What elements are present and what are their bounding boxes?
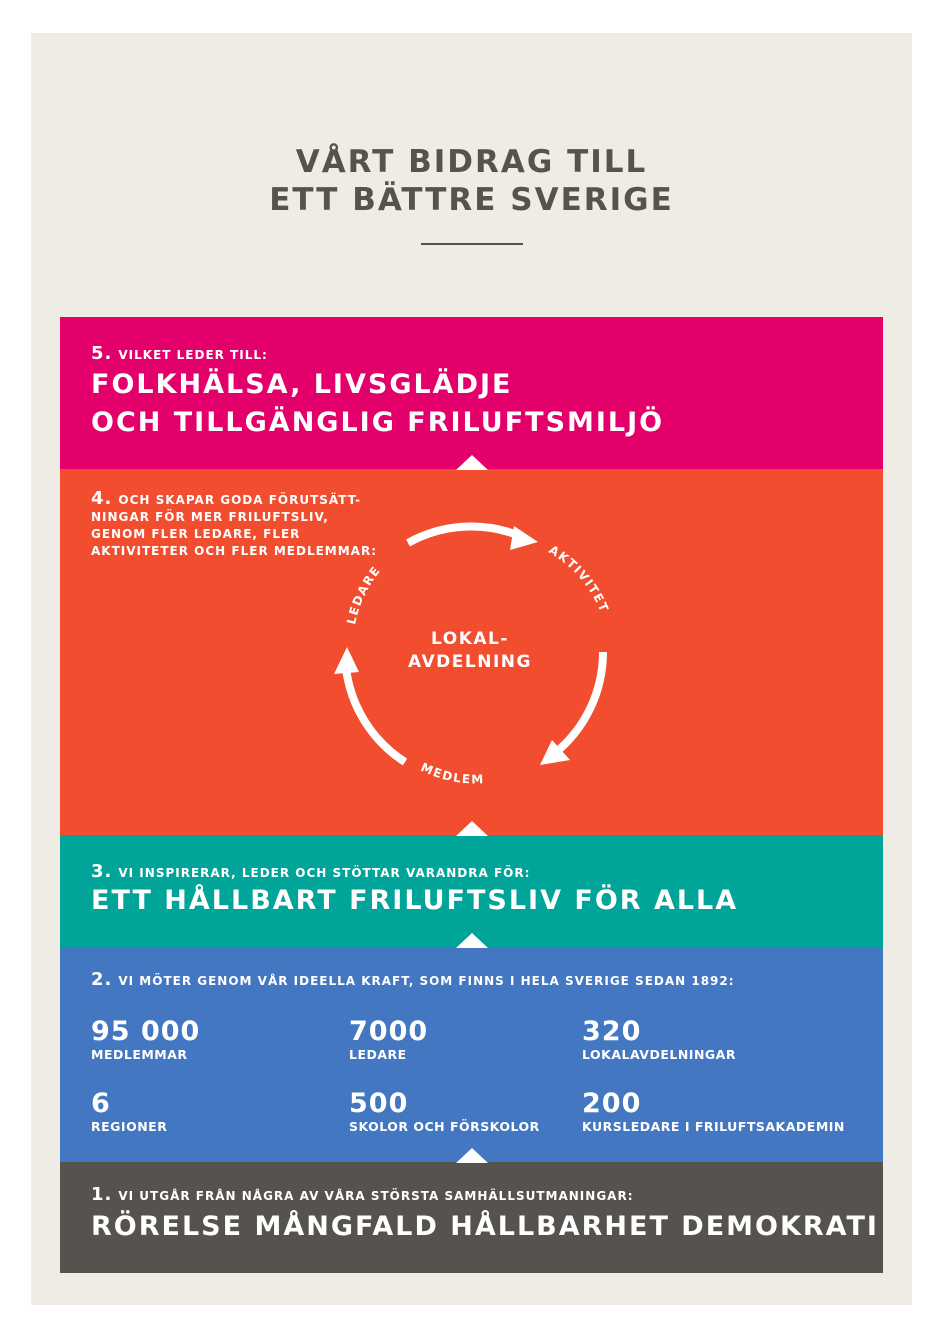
step-2-intro [91, 969, 735, 990]
step-5-number: 5. [91, 343, 113, 364]
title-divider [421, 243, 523, 245]
step-4-label: OCH SKAPAR GODA FÖRUTSÄTT-NINGAR FÖR MER FRILUFTSLIV, GENOM FLER LEDARE, FLER AKTIVITETER OCH FLER MEDLEMMAR: [91, 493, 378, 558]
arrow-ledare-to-aktivitet [408, 527, 520, 543]
stat-ledare [349, 1017, 428, 1062]
up-arrow-icon [456, 933, 488, 948]
up-arrow-icon [456, 821, 488, 836]
stat-skolor [349, 1089, 540, 1134]
stat-medlemmar [91, 1017, 200, 1062]
step-5-heading [91, 366, 664, 442]
cycle-label-aktivitet-path: AKTIVITET [546, 542, 612, 615]
arrow-aktivitet-to-medlem [555, 652, 603, 753]
step-1-number: 1. [91, 1184, 113, 1205]
cycle-center-line-2: AVDELNING [408, 652, 532, 672]
stat-value: 500 [349, 1088, 409, 1119]
stat-label: KURSLEDARE I FRILUFTSAKADEMIN [582, 1119, 845, 1134]
stat-regioner [91, 1089, 167, 1134]
stat-value: 200 [582, 1088, 642, 1119]
stat-kursledare [582, 1089, 845, 1134]
stat-label: LEDARE [349, 1047, 407, 1062]
step-5-heading-line-1: FOLKHÄLSA, LIVSGLÄDJE [91, 369, 513, 400]
step-3-heading: ETT HÅLLBART FRILUFTSLIV FÖR ALLA [91, 885, 739, 916]
stat-label: MEDLEMMAR [91, 1047, 188, 1062]
step-4-number: 4. [91, 488, 113, 509]
step-5-label: VILKET LEDER TILL: [118, 348, 268, 362]
step-1-heading: RÖRELSE MÅNGFALD HÅLLBARHET DEMOKRATI [91, 1211, 879, 1242]
step-2-label: VI MÖTER GENOM VÅR IDEELLA KRAFT, SOM FINNS I HELA SVERIGE SEDAN 1892: [118, 974, 735, 988]
step-3-number: 3. [91, 861, 113, 882]
stat-label: LOKALAVDELNINGAR [582, 1047, 736, 1062]
page-title [31, 143, 912, 219]
cycle-center-label [400, 628, 540, 674]
cycle-label-medlem-path: MEDLEM [418, 760, 485, 787]
title-line-1: VÅRT BIDRAG TILL [295, 144, 648, 180]
cycle-label-medlem [419, 760, 485, 786]
up-arrow-icon [456, 1148, 488, 1163]
stat-value: 320 [582, 1016, 642, 1047]
step-5-heading-line-2: OCH TILLGÄNGLIG FRILUFTSMILJÖ [91, 407, 665, 438]
step-5-band [60, 317, 883, 469]
cycle-label-ledare-path: LEDARE [344, 563, 384, 626]
step-2-number: 2. [91, 969, 113, 990]
up-arrow-icon [456, 455, 488, 470]
title-line-2: ETT BÄTTRE SVERIGE [269, 182, 674, 218]
stat-label: REGIONER [91, 1119, 168, 1134]
arrow-medlem-to-ledare [346, 668, 405, 762]
cycle-label-aktivitet [546, 543, 611, 615]
step-3-intro [91, 861, 530, 882]
step-1-band [60, 1162, 883, 1273]
stat-value: 7000 [349, 1016, 429, 1047]
step-3-label: VI INSPIRERAR, LEDER OCH STÖTTAR VARANDRA FÖR: [118, 866, 531, 880]
arrowhead-aktivitet [510, 526, 538, 550]
cycle-label-ledare [344, 563, 383, 626]
cycle-center-line-1: LOKAL- [431, 629, 509, 649]
step-3-band [60, 835, 883, 947]
stat-value: 95 000 [91, 1016, 201, 1047]
step-2-band [60, 947, 883, 1162]
arrowhead-ledare [334, 647, 359, 674]
step-5-intro [91, 343, 268, 364]
stat-lokalavdelningar [582, 1017, 736, 1062]
stat-label: SKOLOR OCH FÖRSKOLOR [349, 1119, 540, 1134]
stat-value: 6 [91, 1088, 111, 1119]
step-1-intro [91, 1184, 634, 1205]
step-1-label: VI UTGÅR FRÅN NÅGRA AV VÅRA STÖRSTA SAMHÄLLSUTMANINGAR: [118, 1189, 634, 1203]
